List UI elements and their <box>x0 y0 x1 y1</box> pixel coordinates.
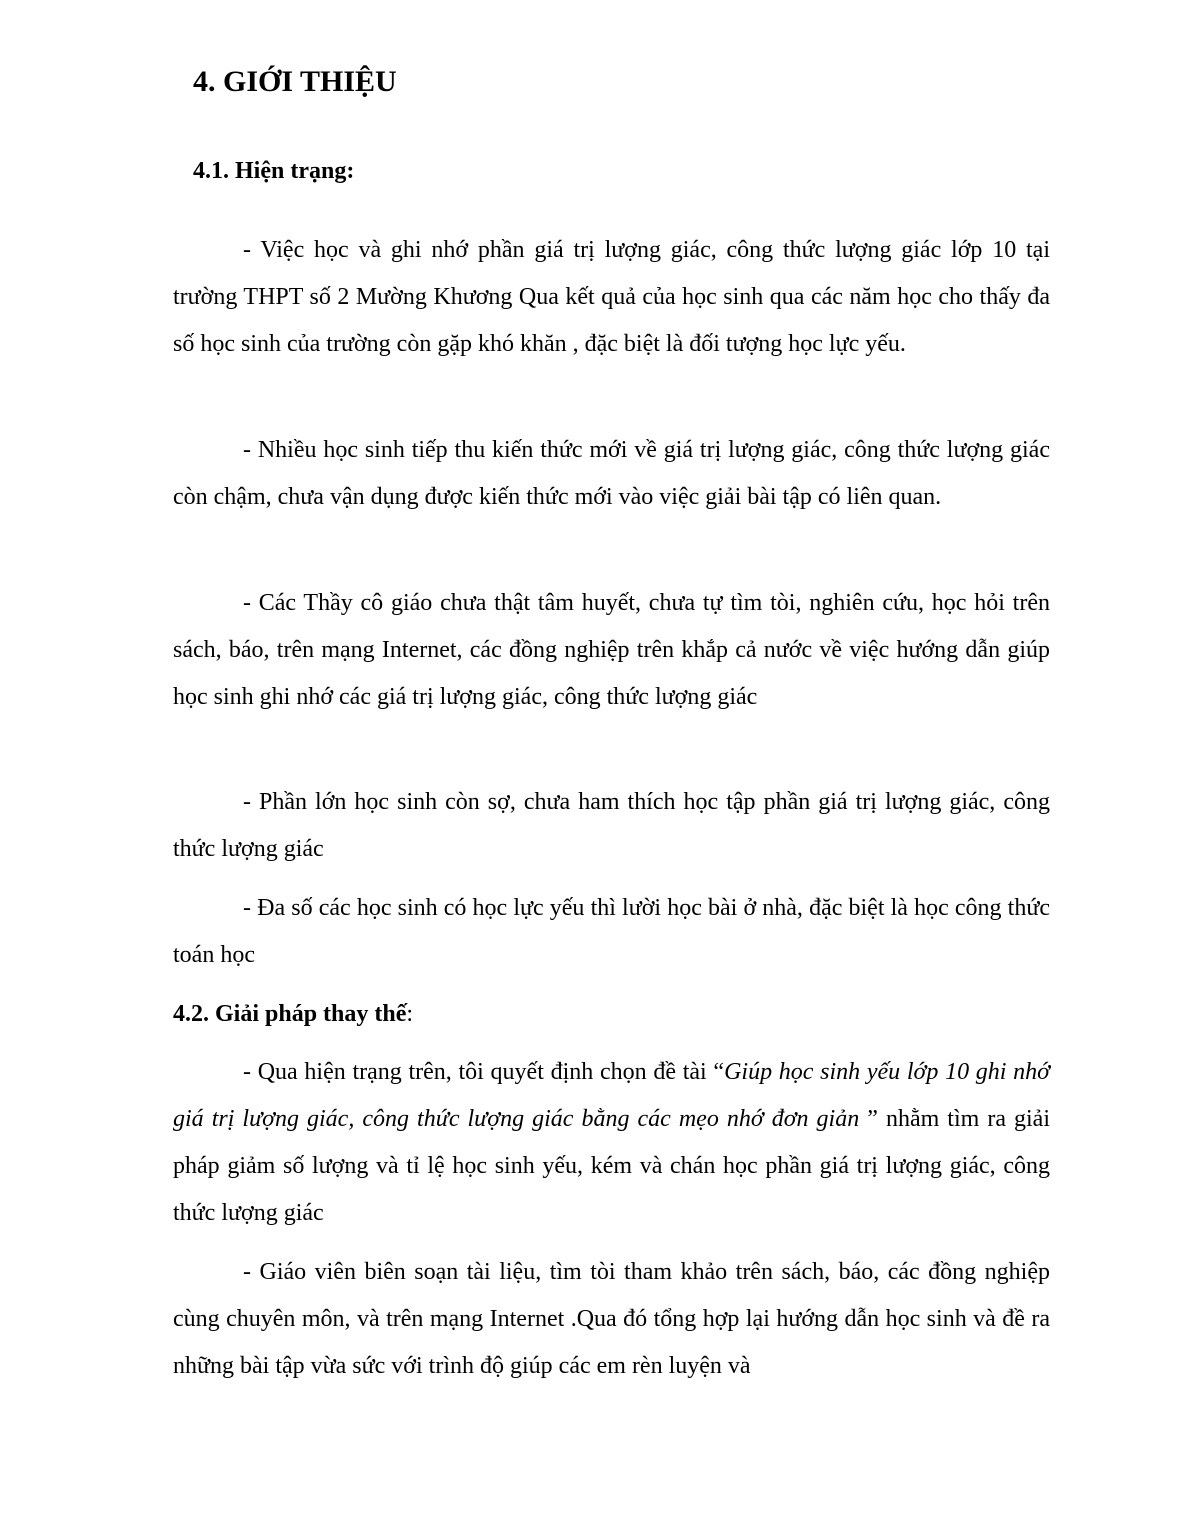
paragraph-6-lead: - Qua hiện trạng trên, tôi quyết định chọn đề tài “ <box>243 1059 725 1085</box>
paragraph-1: - Việc học và ghi nhớ phần giá trị lượng giác, công thức lượng giác lớp 10 tại trường THPT số 2 Mường Khương Qua kết quả của học sinh qua các năm học cho thấy đa số học sinh của trường còn gặp khó khăn , đặc biệt là đối tượng học lực yếu. <box>173 237 1050 357</box>
subsection-title-solution <box>173 998 413 1030</box>
paragraph-4: - Phần lớn học sinh còn sợ, chưa ham thích học tập phần giá trị lượng giác, công thức lượng giác <box>173 789 1050 862</box>
paragraph-6-tail: ” nhằm tìm ra giải pháp giảm số lượng và tỉ lệ học sinh yếu, kém và chán học phần giá trị lượng giác, công thức lượng giác <box>173 1106 1051 1226</box>
paragraph-5: - Đa số các học sinh có học lực yếu thì lười học bài ở nhà, đặc biệt là học công thức toán học <box>173 895 1050 968</box>
paragraph-7: - Giáo viên biên soạn tài liệu, tìm tòi tham khảo trên sách, báo, các đồng nghiệp cùng chuyên môn, và trên mạng Internet .Qua đó tổng hợp lại hướng dẫn học sinh và đề ra những bài tập vừa sức với trình độ giúp các em rèn luyện và <box>173 1259 1050 1379</box>
topic-title: Giúp học sinh yếu lớp 10 ghi nhớ giá trị lượng giác, công thức lượng giác bằng các mẹo nhớ đơn giản <box>173 1059 1050 1132</box>
subsection-title-solution-colon: : <box>406 1001 414 1027</box>
subsection-title-current-status: 4.1. Hiện trạng: <box>193 158 355 184</box>
paragraph-3: - Các Thầy cô giáo chưa thật tâm huyết, chưa tự tìm tòi, nghiên cứu, học hỏi trên sách, báo, trên mạng Internet, các đồng nghiệp trên khắp cả nước về việc hướng dẫn giúp học sinh ghi nhớ các giá trị lượng giác, công thức lượng giác <box>173 590 1050 710</box>
paragraph-2: - Nhiều học sinh tiếp thu kiến thức mới về giá trị lượng giác, công thức lượng giác còn chậm, chưa vận dụng được kiến thức mới vào việc giải bài tập có liên quan. <box>173 437 1050 510</box>
paragraph-6 <box>173 1049 1050 1237</box>
subsection-title-solution-text: 4.2. Giải pháp thay thế <box>173 1001 407 1027</box>
section-title: 4. GIỚI THIỆU <box>193 65 397 98</box>
